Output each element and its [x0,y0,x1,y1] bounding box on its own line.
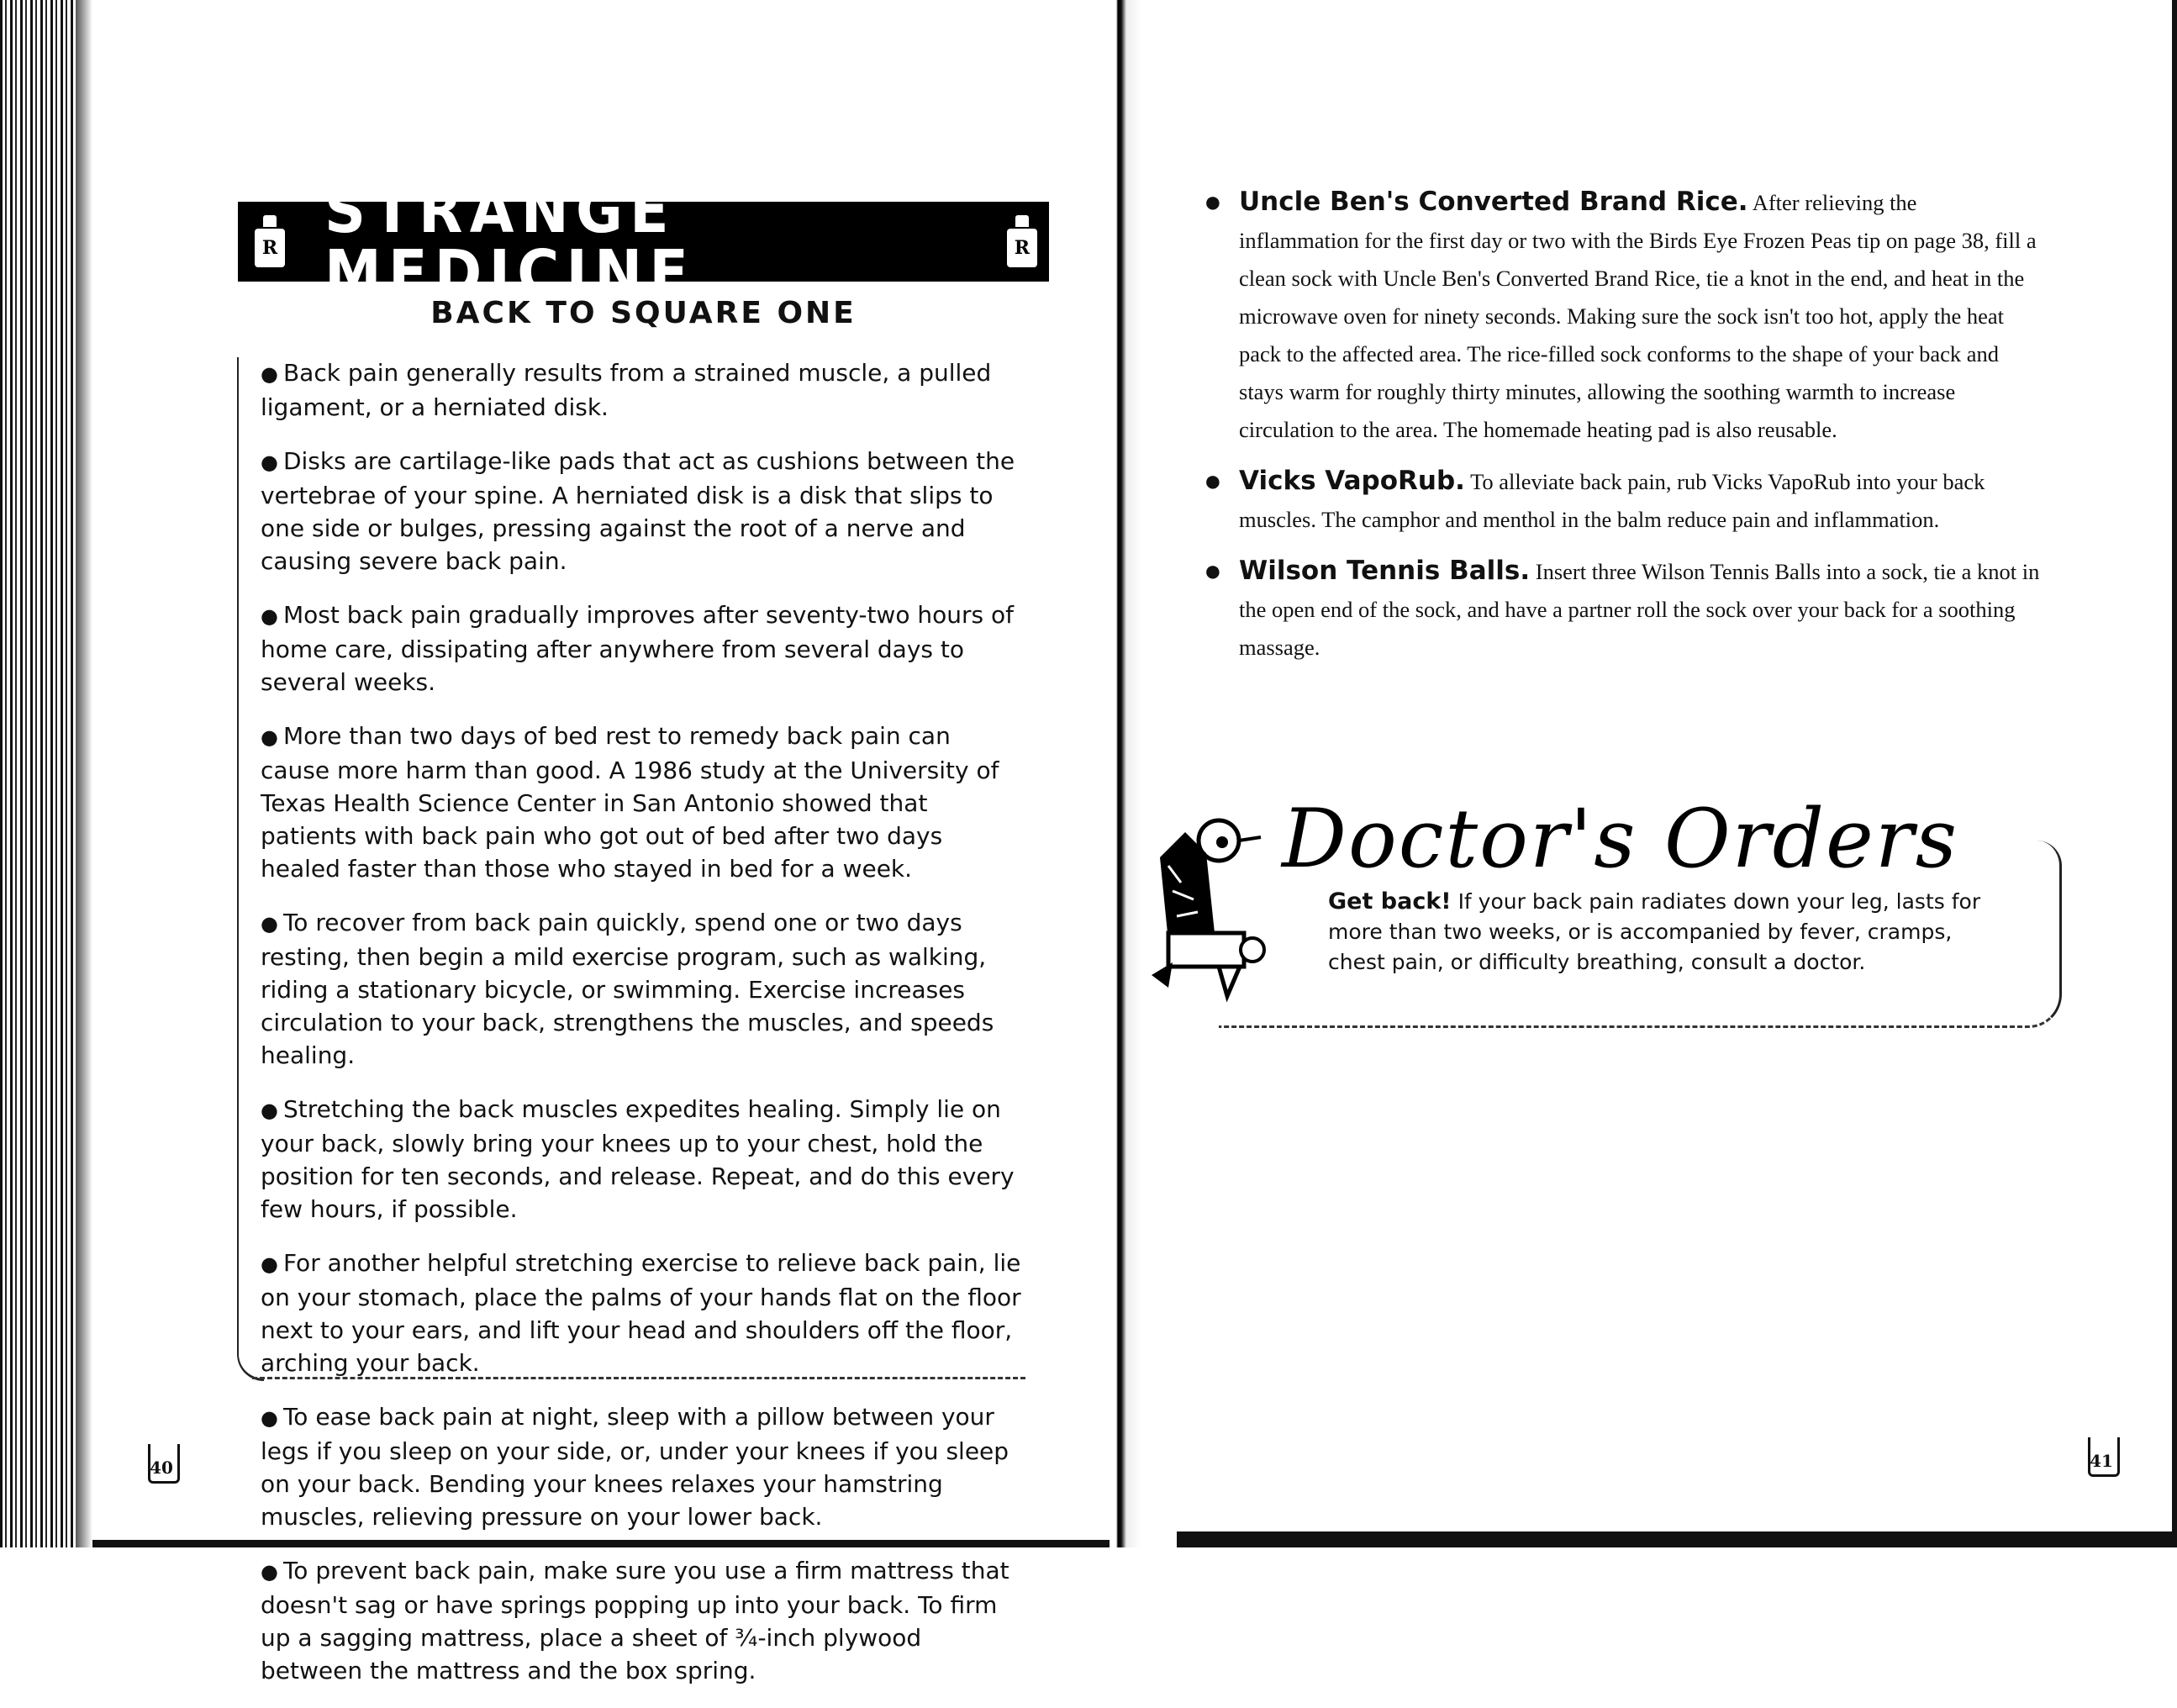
brand-tip-lead: Uncle Ben's Converted Brand Rice. [1239,187,1748,217]
tip-item: ● Back pain generally results from a strained muscle, a pulled ligament, or a herniated disk. [261,359,992,421]
brand-tip-body: Insert three Wilson Tennis Balls into a sock, tie a knot in the open end of the sock, and have a partner roll the sock over your back for a soothing massage. [1239,559,2040,660]
bullet-icon: ● [261,1560,278,1584]
bullet-icon: ● [261,451,278,474]
banner-title: STRANGE MEDICINE [324,174,696,309]
bullet-icon: ● [261,725,278,749]
brand-tip-lead: Vicks VapoRub. [1239,466,1465,496]
brand-tip [1200,462,2041,539]
tip-item: ● Disks are cartilage-like pads that act as cushions between the vertebrae of your spine. A herniated disk is a disk that slips to one side or bulges, pressing against the root of a nerve and causing severe back pain. [261,447,1015,575]
tip-item: ● To recover from back pain quickly, spend one or two days resting, then begin a mild exercise program, such as walking, riding a stationary bicycle, or swimming. Exercise increases circulation to your back, strengthens the muscles, and speeds healing. [261,909,994,1069]
bullet-icon: ● [1204,553,1222,588]
doctors-orders-title: Doctor's Orders [1282,792,1958,886]
rx-bottle-icon: R [253,215,282,269]
doctors-orders-lead: Get back! [1328,888,1452,915]
page-number-left: 40 [145,1444,178,1483]
brand-tip-lead: Wilson Tennis Balls. [1239,556,1531,586]
tip-item: ● Stretching the back muscles expedites healing. Simply lie on your back, slowly bring your knees up to your chest, hold the position for ten seconds, and release. Repeat, and do this every few hours, if possible. [261,1095,1015,1223]
brand-tip-body: To alleviate back pain, rub Vicks VapoRub into your back muscles. The camphor and menthol in the balm reduce pain and inflammation. [1239,469,1985,532]
bullet-icon: ● [261,912,278,936]
brand-tip [1200,183,2041,449]
strange-medicine-banner [238,174,1049,309]
doctors-orders-box [1135,792,2059,1034]
tip-item: ● To ease back pain at night, sleep with a pillow between your legs if you sleep on your side, or, under your knees if you sleep on your back. Bending your knees relaxes your hamstring muscles, relieving pressure on your lower back. [261,1403,1009,1531]
bullet-icon: ● [261,1099,278,1122]
rx-bottle-icon: R [1005,215,1034,269]
right-tips-list [1200,183,2041,680]
book-spine [1108,0,1178,1547]
bullet-icon: ● [1204,184,1222,219]
tip-item: ● For another helpful stretching exercise to relieve back pain, lie on your stomach, place the palms of your hands flat on the floor next to your ears, and lift your head and shoulders off the floor, arching your back. [261,1249,1021,1377]
section-heading: BACK TO SQUARE ONE [430,296,857,330]
page-number-right: 41 [2085,1437,2118,1476]
brand-tip [1200,552,2041,667]
bullet-icon: ● [261,1252,278,1276]
bullet-icon: ● [1204,463,1222,498]
doctors-orders-text [1328,887,2009,978]
bullet-icon: ● [261,604,278,628]
brand-tip-body: After relieving the inflammation for the first day or two with the Birds Eye Frozen Peas tip on page 38, fill a clean sock with Uncle Ben's Converted Brand Rice, tie a knot in the end, and heat in the microwave oven for ninety seconds. Making sure the sock isn't too hot, apply the heat pack to the affected area. The rice-filled sock conforms to the shape of your back and stays warm for roughly thirty minutes, allowing the soothing warmth to increase circulation to the area. The homemade heating pad is also reusable. [1239,190,2037,442]
doctors-orders-body: If your back pain radiates down your leg, lasts for more than two weeks, or is accompanied by fever, cramps, chest pain, or difficulty breathing, consult a doctor. [1328,889,1981,974]
page-edge-right [2172,0,2177,1547]
page-shadow-right [1177,1531,2177,1547]
tip-item: ● Most back pain gradually improves after seventy-two hours of home care, dissipating after anywhere from several days to several weeks. [261,601,1014,696]
left-tips-list [261,356,1025,1708]
tip-item: ● To prevent back pain, make sure you use a firm mattress that doesn't sag or have springs popping up into your back. To firm up a sagging mattress, place a sheet of ¾-inch plywood between the mattress and the box spring. [261,1557,1009,1684]
tip-item: ● More than two days of bed rest to remedy back pain can cause more harm than good. A 1986 study at the University of Texas Health Science Center in San Antonio showed that patients with back pain who got out of bed after two days healed faster than those who stayed in bed for a week. [261,722,999,883]
doctor-cartoon-icon [1135,807,1303,1009]
bullet-icon: ● [261,1406,278,1430]
bullet-icon: ● [261,362,278,386]
book-page-edges [0,0,92,1547]
